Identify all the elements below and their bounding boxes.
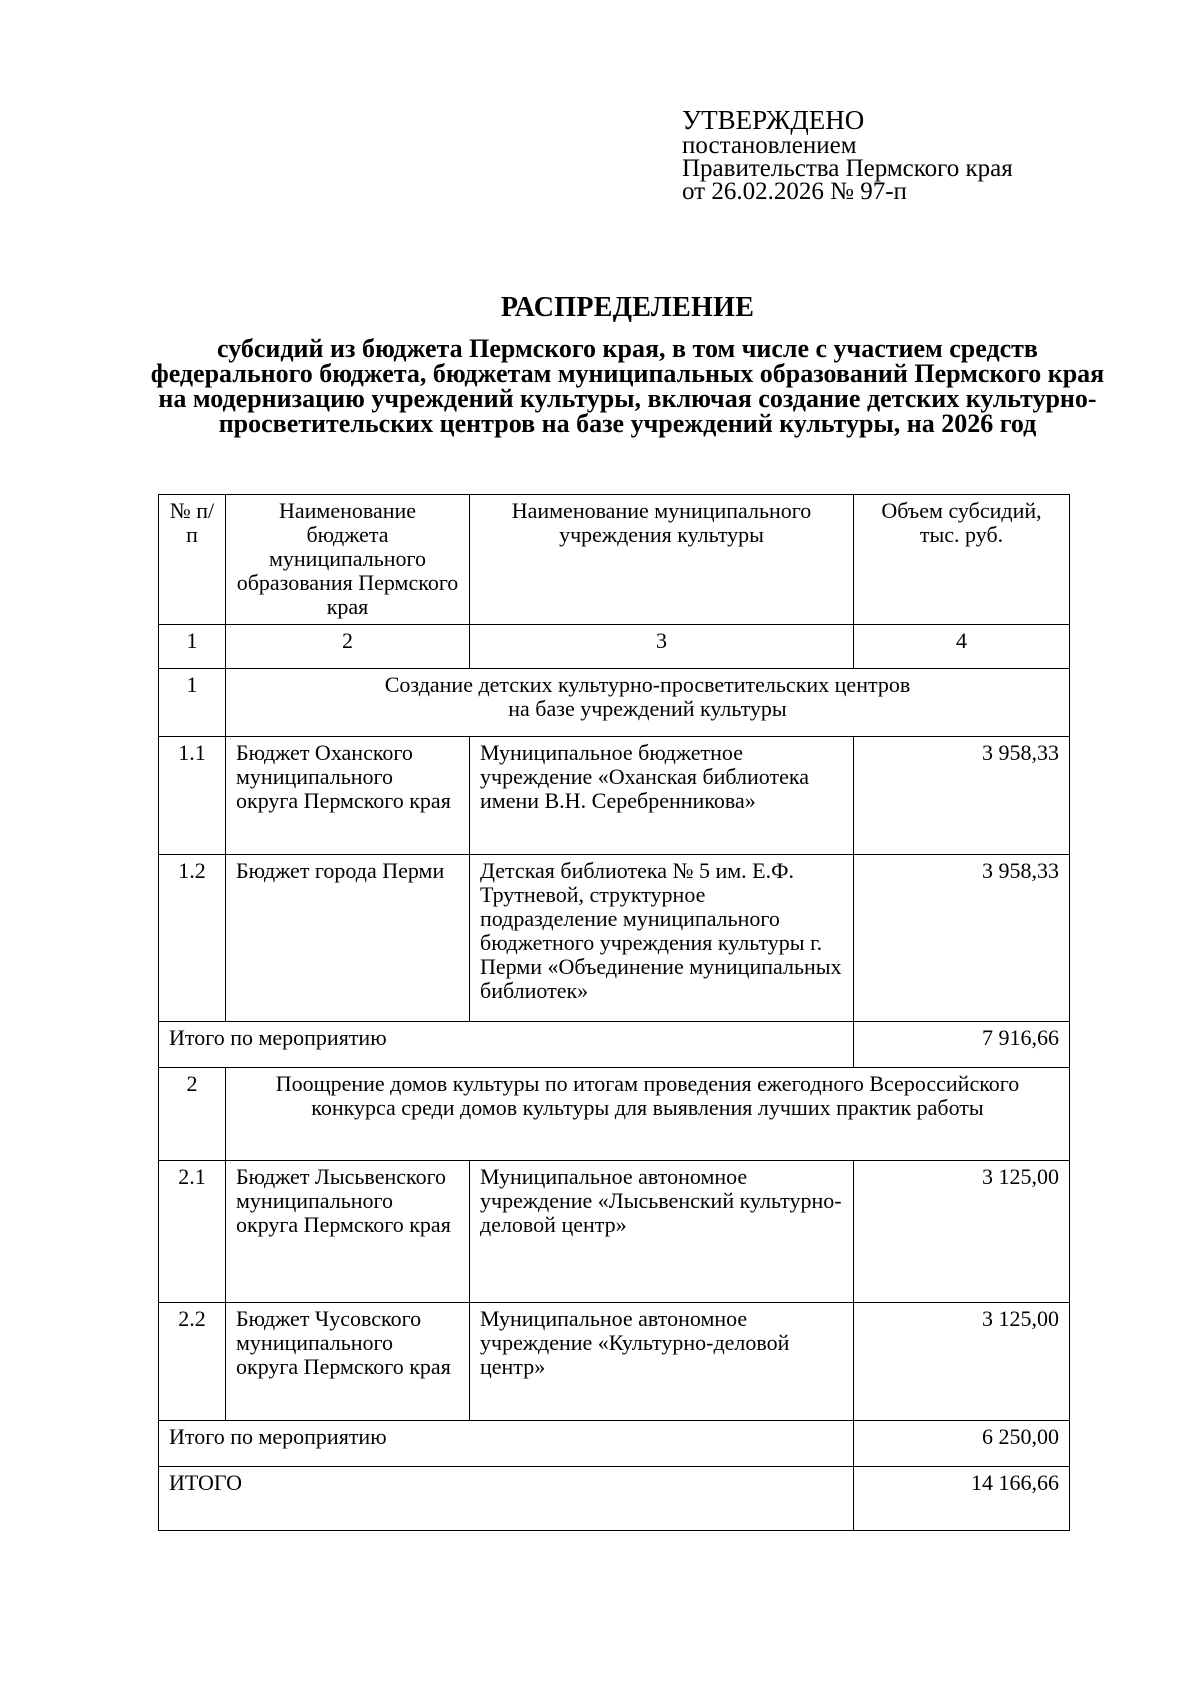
row-institution: Муниципальное бюджетное учреждение «Оханская библиотека имени В.Н. Серебренникова» (470, 737, 854, 855)
section-title: Поощрение домов культуры по итогам проведения ежегодного Всероссийского конкурса среди домов культуры для выявления лучших практик работы (226, 1068, 1070, 1161)
approval-title: УТВЕРЖДЕНО (682, 105, 865, 135)
subtotal-label: Итого по мероприятию (159, 1022, 854, 1068)
row-num: 2.1 (159, 1161, 226, 1303)
row-budget: Бюджет Оханского муниципального округа Пермского края (226, 737, 470, 855)
row-institution: Детская библиотека № 5 им. Е.Ф. Трутневой, структурное подразделение муниципального бюджетного учреждения культуры г. Перми «Объединение муниципальных библиотек» (470, 855, 854, 1022)
approval-line-1: постановлением (682, 132, 857, 159)
subtotal-row (159, 1022, 1070, 1068)
row-budget: Бюджет города Перми (226, 855, 470, 1022)
col-number-1: 1 (159, 625, 226, 669)
row-amount: 3 125,00 (854, 1161, 1070, 1303)
section-num: 2 (159, 1068, 226, 1161)
document-title: РАСПРЕДЕЛЕНИЕ (500, 292, 755, 323)
header-row (159, 495, 1070, 625)
grand-total-amount: 14 166,66 (854, 1467, 1070, 1531)
row-budget: Бюджет Лысьвенского муниципального округа Пермского края (226, 1161, 470, 1303)
table-row (159, 1161, 1070, 1303)
header-institution: Наименование муниципального учреждения культуры (470, 495, 854, 625)
document-subtitle: субсидий из бюджета Пермского края, в том числе с участием средств федерального бюджета, бюджетам муниципальных образований Пермского края на модернизацию учреждений культуры, включая создание детских культурно-просветительских центров на базе учреждений культуры, на 2026 год (150, 334, 1105, 438)
row-amount: 3 958,33 (854, 855, 1070, 1022)
col-number-2: 2 (226, 625, 470, 669)
row-institution: Муниципальное автономное учреждение «Культурно-деловой центр» (470, 1303, 854, 1421)
row-institution: Муниципальное автономное учреждение «Лысьвенский культурно-деловой центр» (470, 1161, 854, 1303)
col-number-4: 4 (854, 625, 1070, 669)
row-amount: 3 958,33 (854, 737, 1070, 855)
section-row (159, 669, 1070, 737)
table-row (159, 855, 1070, 1022)
header-budget: Наименование бюджета муниципального образования Пермского края (226, 495, 470, 625)
row-amount: 3 125,00 (854, 1303, 1070, 1421)
approval-stamp (682, 106, 1013, 203)
table-row (159, 737, 1070, 855)
subtotal-amount: 6 250,00 (854, 1421, 1070, 1467)
section-title: Создание детских культурно-просветительских центров на базе учреждений культуры (226, 669, 1070, 737)
approval-line-3: от 26.02.2026 № 97-п (682, 178, 907, 205)
subtotal-row (159, 1421, 1070, 1467)
grand-total-label: ИТОГО (159, 1467, 854, 1531)
row-num: 1.2 (159, 855, 226, 1022)
header-num: № п/п (159, 495, 226, 625)
approval-line-2: Правительства Пермского края (682, 155, 1013, 182)
grand-total-row (159, 1467, 1070, 1531)
section-row (159, 1068, 1070, 1161)
subtotal-amount: 7 916,66 (854, 1022, 1070, 1068)
section-num: 1 (159, 669, 226, 737)
table-row (159, 1303, 1070, 1421)
header-amount: Объем субсидий, тыс. руб. (854, 495, 1070, 625)
subsidy-table (158, 494, 1070, 1531)
subtotal-label: Итого по мероприятию (159, 1421, 854, 1467)
col-number-3: 3 (470, 625, 854, 669)
row-num: 1.1 (159, 737, 226, 855)
row-budget: Бюджет Чусовского муниципального округа Пермского края (226, 1303, 470, 1421)
column-number-row (159, 625, 1070, 669)
row-num: 2.2 (159, 1303, 226, 1421)
